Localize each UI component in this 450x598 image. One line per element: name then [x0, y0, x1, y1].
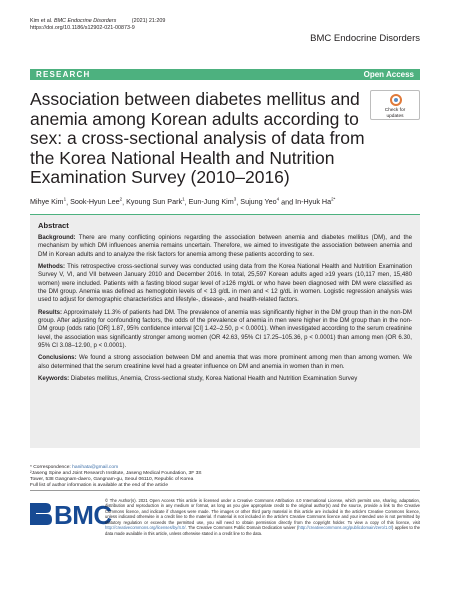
abstract-box — [30, 214, 420, 448]
article-type-label: RESEARCH — [36, 70, 91, 79]
abstract-keywords: Keywords: Diabetes mellitus, Anemia, Cross-sectional study, Korea National Health and Nutrition Examination Survey — [38, 375, 358, 383]
journal-name: BMC Endocrine Disorders — [310, 33, 420, 44]
bmc-logo-mark-icon — [30, 503, 52, 525]
author[interactable]: Sujung Yeo$^4$ — [240, 197, 280, 207]
abstract-methods: Methods: This retrospective cross-sectional survey was conducted using data from the Korea National Health and Nutrition Examination Survey V, VI, and VII between January 2010 and December 2016. In total, 25,597 Korean adults aged ≥19 years (10,117 men, 15,480 women) were included. Patients with a fasting blood sugar level of ≥126 mg/dL or who have been diagnosed with DM were classified as the DM group. Anemia was defined as hemoglobin levels of < 13 g/dL in men and < 12 g/dL in women. Logistic regression analysis was used to adjust for demographic characteristics and lifestyle-, disease-, and health-related factors. — [38, 263, 412, 304]
cc0-link[interactable]: http://creativecommons.org/publicdomain/zero/1.0/ — [298, 525, 393, 531]
author[interactable]: Sook-Hyun Lee$^2$ — [70, 197, 123, 207]
open-access-label: Open Access — [363, 70, 414, 79]
abstract-results: Results: Approximately 11.3% of patients had DM. The prevalence of anemia was significantly higher in the DM group than in the non-DM group. After adjusting for confounding factors, the odds of the prevalence of anemia in men were higher in the DM group than in the non-DM group (odds ratio [OR] 1.87, 95% confidence interval [CI] 1.42–2.50, p < 0.0001). When investigated according to the serum creatinine level, the association was significantly stronger among women (OR 42.63, 95% CI 17.25–105.36, p < 0.0001) than among men (OR 6.30, 95% CI 3.08–12.90, p < 0.0001). — [38, 308, 412, 350]
badge-label: Check for updates — [384, 108, 406, 119]
citation-year: (2021) 21:209 — [131, 18, 166, 24]
license-link[interactable]: http://creativecommons.org/licenses/by/4.0/ — [105, 525, 186, 531]
author[interactable]: In-Hyuk $Ha^{2*}$ — [295, 197, 336, 207]
check-for-updates-badge[interactable] — [370, 90, 420, 120]
citation-journal: BMC Endocrine Disorders — [53, 18, 117, 24]
license-text: © The Author(s). 2021 Open Access This article is licensed under a Creative Commons Attribution 4.0 International License, which permits use, sharing, adaptation, distribution and reproduction in any medium or format, as long as you give appropriate credit to the original author(s) and the source, provide a link to the Creative Commons licence, and indicate if changes were made. The images or other third party material in this article are included in the article's Creative Commons licence, unless indicated otherwise in a credit line to the material. If material is not included in the article's Creative Commons licence and your intended use is not permitted by statutory regulation or exceeds the permitted use, you will need to obtain permission directly from the copyright holder. To view a copy of this licence, visit http://creativecommons.org/licenses/by/4.0/. The Creative Commons Public Domain Dedication waiver (http://creativecommons.org/publicdomain/zero/1.0/) applies to the data made available in this article, unless otherwise stated in a credit line to the data. — [105, 498, 421, 536]
page-header — [30, 18, 420, 44]
citation-line — [30, 18, 165, 32]
affiliation-note: Full list of author information is available at the end of the article — [30, 483, 169, 489]
author[interactable]: Mihye Kim$^1$ — [30, 197, 67, 207]
author[interactable]: Eun-Jung Kim$^3$ — [188, 197, 237, 207]
abstract-background: Background: There are many conflicting opinions regarding the association between anemia and diabetes mellitus (DM), and the mechanism by which DM influences anemia remains uncertain. Therefore, we aimed to investigate the association between anemia and DM in Korean adults and to analyze the risk factors for anemia among these patients according to sex. — [38, 234, 412, 258]
footnotes — [30, 465, 230, 489]
article-title: Association between diabetes mellitus and anemia among Korean adults according to sex: a cross-sectional analysis of data from the Korea National Health and Nutrition Examination Survey (2010–2016) — [30, 89, 365, 187]
abstract-conclusions: Conclusions: We found a strong association between DM and anemia that was more prominent among men than among women. We also determined that the serum creatinine level had a greater influence on DM and anemia in women than in men. — [38, 354, 412, 370]
crossmark-icon — [390, 94, 402, 106]
divider — [30, 490, 420, 491]
affiliation-line: ²Jaseng Spine and Joint Research Institute, Jaseng Medical Foundation, 3F 3S — [30, 471, 202, 477]
correspondence: * Correspondence: hanihata@gmail.com — [30, 465, 119, 470]
doi-link[interactable]: https://doi.org/10.1186/s12902-021-00873-9 — [30, 25, 135, 31]
author-list: Mihye Kim$^1$, Sook-Hyun Lee$^2$, Kyoung Sun Park$^1$, Eun-Jung Kim$^3$, Sujung Yeo$^4$ and In-Hyuk $Ha^{2*}$ — [30, 197, 336, 207]
affiliation-line: Tower, 538 Gangnam-daero, Gangnam-gu, Seoul 06110, Republic of Korea — [30, 477, 194, 483]
correspondence-email[interactable]: hanihata@gmail.com — [72, 465, 119, 470]
citation-authors: Kim et al. — [30, 18, 54, 24]
abstract-heading: Abstract — [38, 221, 69, 230]
author[interactable]: Kyoung Sun Park$^1$ — [126, 197, 185, 207]
bmc-logo — [30, 497, 112, 537]
article-type-banner — [30, 69, 420, 80]
bmc-logo-text: BMC — [54, 500, 112, 530]
